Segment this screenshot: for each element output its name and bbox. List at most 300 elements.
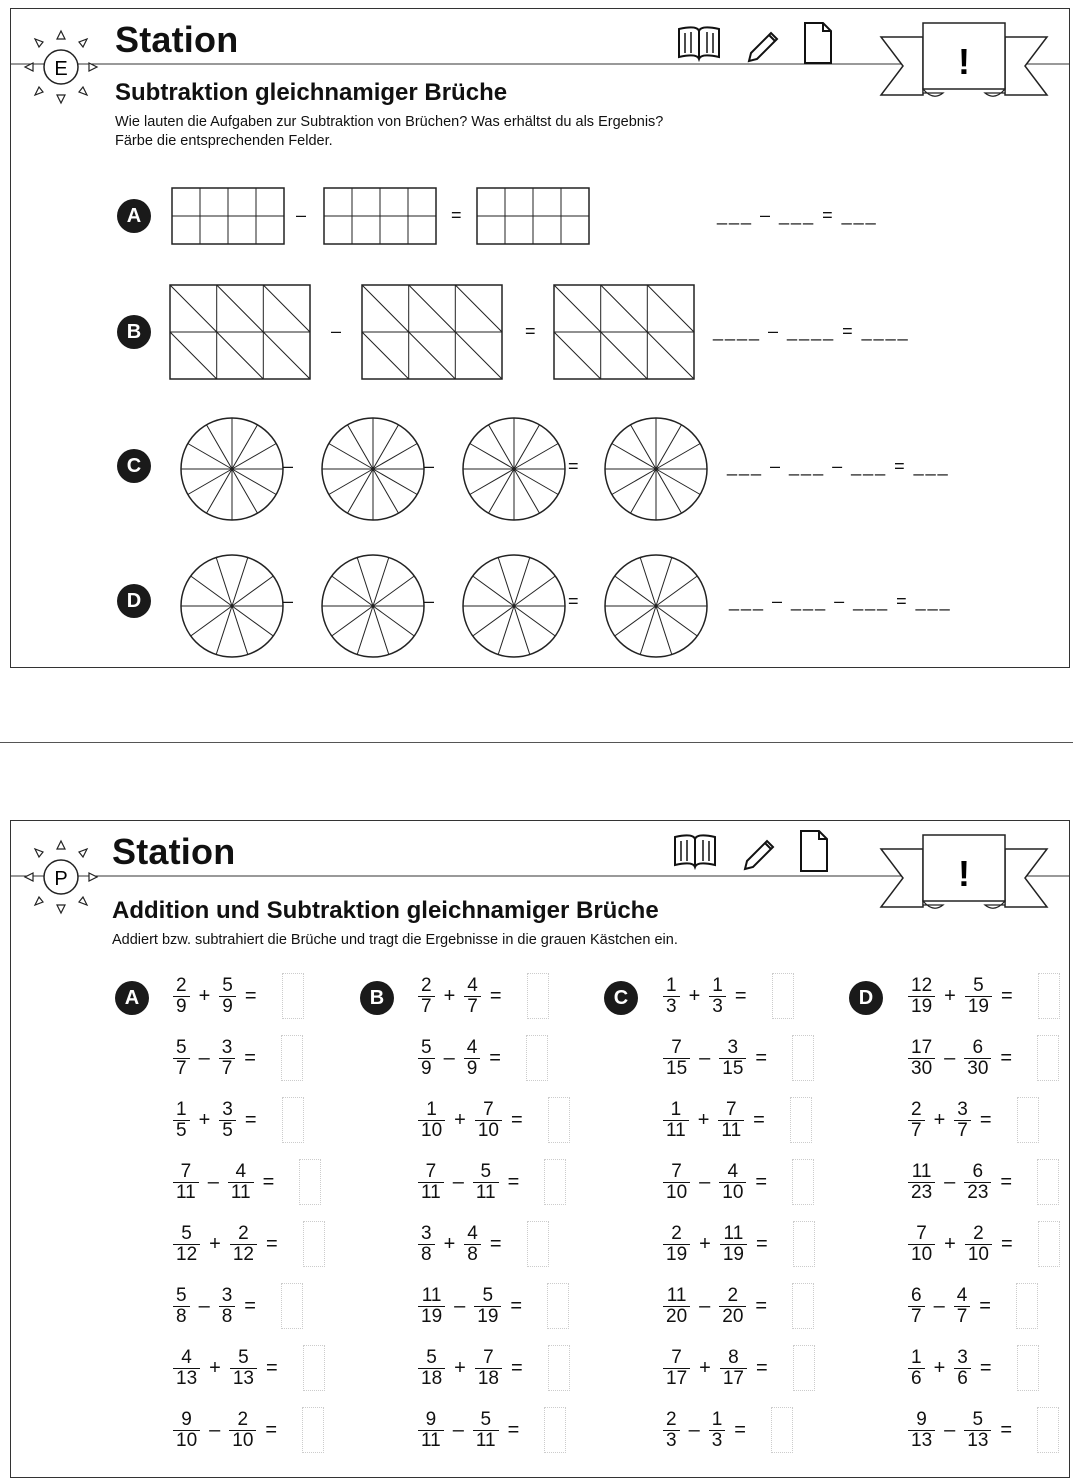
operator: + [209, 1356, 221, 1379]
page-icon [805, 23, 831, 63]
station-subtitle: Addition und Subtraktion gleichnamiger Brüche [112, 897, 659, 924]
denominator: 10 [908, 1244, 935, 1265]
numerator: 7 [671, 1036, 682, 1058]
exercise-row [416, 1283, 569, 1329]
denominator: 11 [418, 1430, 444, 1451]
denominator: 15 [663, 1058, 690, 1079]
denominator: 11 [473, 1182, 499, 1203]
fraction [908, 1348, 925, 1389]
fraction [475, 1100, 502, 1141]
equals-sign: = [489, 1046, 501, 1069]
exercise-row [661, 1221, 815, 1267]
answer-box[interactable] [547, 1283, 569, 1329]
fraction [418, 1162, 444, 1203]
equals-sign: = [753, 1108, 765, 1131]
exercise-row [661, 1159, 814, 1205]
numerator: 9 [181, 1408, 192, 1430]
instruction-line-2: Färbe die entsprechenden Felder. [115, 133, 333, 149]
answer-box[interactable] [1037, 1407, 1059, 1453]
denominator: 18 [475, 1368, 502, 1389]
equals-sign: = [265, 1356, 278, 1379]
fraction [173, 1224, 200, 1265]
operator: – [699, 1170, 711, 1193]
denominator: 13 [908, 1430, 935, 1451]
numerator: 3 [957, 1346, 968, 1368]
operator: – [944, 1170, 956, 1193]
denominator: 7 [954, 1120, 971, 1141]
numerator: 1 [666, 974, 677, 996]
fraction [908, 1410, 935, 1451]
exercise-row [906, 1283, 1038, 1329]
denominator: 11 [418, 1182, 444, 1203]
task-b-figures [169, 284, 709, 382]
answer-box[interactable] [792, 1283, 814, 1329]
book-icon [679, 27, 719, 59]
numerator: 9 [425, 1408, 437, 1430]
fraction [418, 976, 435, 1017]
instruction: Addiert bzw. subtrahiert die Brüche und tragt die Ergebnisse in die grauen Kästchen ein. [112, 932, 678, 948]
exercise-row [661, 1345, 815, 1391]
equals-sign: = [1000, 1170, 1013, 1193]
fraction-circle[interactable] [181, 555, 283, 657]
denominator: 3 [663, 996, 680, 1017]
station-title: Station [115, 19, 239, 60]
exercise-row [906, 1159, 1059, 1205]
fraction [418, 1410, 444, 1451]
operator: – [198, 1294, 210, 1317]
pencil-icon [749, 33, 777, 61]
answer-box[interactable] [299, 1159, 321, 1205]
denominator: 9 [219, 996, 236, 1017]
fraction [473, 1162, 499, 1203]
answer-line-a[interactable]: ___ – ___ = ___ [717, 205, 878, 225]
exercise-row [171, 1221, 325, 1267]
fraction [219, 976, 236, 1017]
operator: – [452, 1170, 464, 1193]
operator: – [688, 1418, 700, 1441]
book-icon [675, 835, 715, 867]
numerator: 7 [671, 1160, 682, 1182]
minus-sign: – [296, 205, 309, 225]
equals-sign: = [979, 1294, 991, 1317]
equals-sign: = [510, 1108, 523, 1131]
denominator: 19 [908, 996, 935, 1017]
numerator: 3 [222, 1098, 233, 1120]
fraction [418, 1100, 445, 1141]
operator: + [944, 984, 956, 1007]
answer-box[interactable] [792, 1035, 814, 1081]
numerator: 6 [972, 1036, 984, 1058]
fraction [418, 1286, 445, 1327]
numerator: 5 [973, 974, 984, 996]
denominator: 3 [663, 1430, 680, 1451]
numerator: 11 [911, 1160, 932, 1182]
equals-sign: = [489, 1232, 502, 1255]
column-label-c: C [604, 981, 638, 1015]
numerator: 2 [727, 1284, 739, 1306]
equals-sign: = [568, 591, 581, 611]
task-label-d: D [117, 584, 151, 618]
answer-box[interactable] [526, 1035, 548, 1081]
equals-sign: = [244, 1108, 257, 1131]
fraction [464, 1038, 481, 1079]
numerator: 5 [972, 1408, 984, 1430]
numerator: 5 [222, 974, 233, 996]
operator: – [198, 1046, 210, 1069]
denominator: 3 [709, 1430, 726, 1451]
equals-sign: = [755, 1046, 768, 1069]
numerator: 7 [180, 1160, 192, 1182]
answer-box[interactable] [303, 1221, 325, 1267]
equals-sign: = [525, 321, 538, 341]
answer-box[interactable] [1038, 973, 1060, 1019]
numerator: 6 [911, 1284, 922, 1306]
fraction [964, 1038, 991, 1079]
exercise-row [906, 1345, 1039, 1391]
answer-box[interactable] [527, 1221, 549, 1267]
answer-box[interactable] [527, 973, 549, 1019]
exercise-row [416, 1097, 570, 1143]
equals-sign: = [755, 1232, 768, 1255]
fraction [663, 1348, 690, 1389]
numerator: 7 [483, 1098, 494, 1120]
exercise-row [661, 1097, 812, 1143]
denominator: 10 [173, 1430, 200, 1451]
exercise-row [661, 973, 794, 1019]
operator: + [209, 1232, 221, 1255]
answer-box[interactable] [281, 1283, 303, 1329]
answer-box[interactable] [1017, 1097, 1039, 1143]
denominator: 8 [418, 1244, 435, 1265]
fraction [230, 1348, 257, 1389]
answer-box[interactable] [1038, 1221, 1060, 1267]
denominator: 10 [663, 1182, 690, 1203]
task-d-figures [169, 552, 709, 660]
equals-sign: = [510, 1294, 523, 1317]
fraction-circle[interactable] [322, 555, 424, 657]
station-e-card [10, 8, 1070, 668]
numerator: 7 [671, 1346, 682, 1368]
denominator: 9 [418, 1058, 435, 1079]
numerator: 1 [670, 1098, 682, 1120]
numerator: 17 [911, 1036, 933, 1058]
numerator: 5 [480, 1160, 492, 1182]
answer-box[interactable] [1016, 1283, 1038, 1329]
equals-sign: = [734, 1418, 746, 1441]
numerator: 5 [482, 1284, 494, 1306]
numerator: 5 [421, 1036, 432, 1058]
exercise-row [906, 1221, 1060, 1267]
fraction [418, 1348, 445, 1389]
exercise-row [416, 1407, 566, 1453]
fraction [718, 1100, 744, 1141]
exercise-row [906, 973, 1060, 1019]
answer-box[interactable] [282, 1097, 304, 1143]
denominator: 19 [720, 1244, 747, 1265]
answer-box[interactable] [1017, 1345, 1039, 1391]
denominator: 7 [173, 1058, 190, 1079]
fraction [229, 1410, 256, 1451]
operator: + [454, 1356, 466, 1379]
minus-sign: – [424, 591, 437, 611]
denominator: 19 [663, 1244, 690, 1265]
operator: – [207, 1170, 219, 1193]
answer-box[interactable] [772, 973, 794, 1019]
fraction-grid[interactable] [172, 188, 284, 244]
operator: + [688, 984, 701, 1007]
operator: + [944, 1232, 956, 1255]
answer-line-b[interactable]: ____ – ____ = ____ [713, 321, 910, 341]
denominator: 11 [473, 1430, 499, 1451]
fraction [965, 1224, 992, 1265]
answer-box[interactable] [1037, 1035, 1059, 1081]
equals-sign: = [244, 1046, 256, 1069]
fraction [474, 1286, 501, 1327]
exercise-row [171, 1159, 321, 1205]
answer-box[interactable] [548, 1097, 570, 1143]
fraction [228, 1162, 254, 1203]
numerator: 2 [237, 1408, 249, 1430]
numerator: 7 [425, 1160, 437, 1182]
numerator: 2 [911, 1098, 922, 1120]
numerator: 9 [916, 1408, 927, 1430]
answer-box[interactable] [544, 1407, 566, 1453]
denominator: 23 [964, 1182, 991, 1203]
exercise-row [416, 1221, 549, 1267]
denominator: 15 [719, 1058, 746, 1079]
denominator: 7 [954, 1306, 971, 1327]
fraction [219, 1038, 236, 1079]
fraction-circle[interactable] [605, 555, 707, 657]
numerator: 4 [467, 974, 478, 996]
numerator: 11 [421, 1284, 442, 1306]
exercise-row [171, 1407, 324, 1453]
exercise-row [171, 973, 304, 1019]
equals-sign: = [244, 1294, 256, 1317]
operator: + [198, 984, 211, 1007]
equals-sign: = [507, 1418, 520, 1441]
numerator: 2 [973, 1222, 984, 1244]
fraction [663, 1286, 690, 1327]
operator: – [699, 1294, 711, 1317]
denominator: 7 [908, 1306, 925, 1327]
answer-box[interactable] [793, 1221, 815, 1267]
denominator: 19 [418, 1306, 445, 1327]
fraction-circle[interactable] [322, 418, 424, 520]
fraction-circle[interactable] [463, 555, 565, 657]
numerator: 7 [916, 1222, 927, 1244]
equals-sign: = [244, 984, 257, 1007]
fraction [720, 1224, 747, 1265]
operator: – [209, 1418, 221, 1441]
numerator: 5 [176, 1284, 187, 1306]
equals-sign: = [451, 205, 464, 225]
minus-sign: – [283, 591, 296, 611]
denominator: 8 [173, 1306, 190, 1327]
column-label-a: A [115, 981, 149, 1015]
answer-line-c[interactable]: ___ – ___ – ___ = ___ [727, 456, 950, 476]
exercise-row [661, 1035, 814, 1081]
fraction [719, 1162, 746, 1203]
answer-box[interactable] [792, 1159, 814, 1205]
equals-sign: = [510, 1356, 523, 1379]
fraction-circle[interactable] [181, 418, 283, 520]
answer-box[interactable] [281, 1035, 303, 1081]
equals-sign: = [489, 984, 502, 1007]
fraction [475, 1348, 502, 1389]
operator: + [933, 1356, 946, 1379]
fraction [418, 1038, 435, 1079]
numerator: 3 [421, 1222, 432, 1244]
exercise-row [416, 973, 549, 1019]
operator: – [443, 1046, 455, 1069]
denominator: 6 [954, 1368, 971, 1389]
banner-mark: ! [958, 41, 970, 82]
answer-box[interactable] [282, 973, 304, 1019]
column-label-b: B [360, 981, 394, 1015]
fraction-grid[interactable] [477, 188, 589, 244]
fraction [954, 1100, 971, 1141]
pencil-icon [745, 841, 773, 869]
answer-box[interactable] [548, 1345, 570, 1391]
numerator: 7 [483, 1346, 494, 1368]
answer-box[interactable] [302, 1407, 324, 1453]
fraction [173, 1038, 190, 1079]
denominator: 10 [965, 1244, 992, 1265]
numerator: 2 [666, 1408, 677, 1430]
fraction [965, 976, 992, 1017]
fraction [464, 1224, 481, 1265]
fraction [964, 1162, 991, 1203]
denominator: 30 [964, 1058, 991, 1079]
task-c-figures [169, 415, 709, 523]
numerator: 2 [421, 974, 432, 996]
task-label-c: C [117, 449, 151, 483]
equals-sign: = [265, 1418, 278, 1441]
column-label-d: D [849, 981, 883, 1015]
fraction [173, 1410, 200, 1451]
fraction [954, 1348, 971, 1389]
minus-sign: – [331, 321, 344, 341]
answer-box[interactable] [793, 1345, 815, 1391]
exercise-row [416, 1035, 548, 1081]
numerator: 4 [181, 1346, 192, 1368]
numerator: 1 [911, 1346, 922, 1368]
fraction [908, 1038, 935, 1079]
fraction [173, 1100, 190, 1141]
numerator: 2 [176, 974, 187, 996]
numerator: 3 [727, 1036, 739, 1058]
fraction [964, 1410, 991, 1451]
fraction-grid[interactable] [554, 285, 694, 379]
operator: + [697, 1108, 710, 1131]
denominator: 9 [173, 996, 190, 1017]
fraction [663, 976, 680, 1017]
denominator: 7 [418, 996, 435, 1017]
station-subtitle: Subtraktion gleichnamiger Brüche [115, 79, 508, 106]
operator: – [944, 1418, 956, 1441]
numerator: 11 [723, 1222, 744, 1244]
denominator: 13 [173, 1368, 200, 1389]
numerator: 1 [176, 1098, 187, 1120]
answer-box[interactable] [303, 1345, 325, 1391]
answer-box[interactable] [790, 1097, 812, 1143]
fraction [219, 1286, 236, 1327]
instruction-line-1: Wie lauten die Aufgaben zur Subtraktion von Brüchen? Was erhältst du als Ergebnis? [115, 114, 664, 130]
answer-box[interactable] [771, 1407, 793, 1453]
operator: – [454, 1294, 466, 1317]
denominator: 7 [219, 1058, 236, 1079]
denominator: 13 [964, 1430, 991, 1451]
denominator: 30 [908, 1058, 935, 1079]
denominator: 3 [709, 996, 726, 1017]
numerator: 5 [426, 1346, 437, 1368]
fraction [719, 1038, 746, 1079]
numerator: 4 [466, 1036, 478, 1058]
denominator: 10 [229, 1430, 256, 1451]
answer-box[interactable] [544, 1159, 566, 1205]
operator: + [699, 1356, 711, 1379]
numerator: 1 [712, 974, 723, 996]
numerator: 5 [176, 1036, 187, 1058]
fraction-circle[interactable] [605, 418, 707, 520]
fraction [173, 1162, 199, 1203]
numerator: 3 [221, 1036, 233, 1058]
numerator: 8 [728, 1346, 739, 1368]
fraction-grid[interactable] [362, 285, 502, 379]
fraction [173, 1348, 200, 1389]
fraction [173, 1286, 190, 1327]
equals-sign: = [1000, 1046, 1013, 1069]
exercise-row [416, 1159, 566, 1205]
numerator: 5 [181, 1222, 192, 1244]
denominator: 23 [908, 1182, 935, 1203]
numerator: 4 [727, 1160, 739, 1182]
fraction-grid[interactable] [170, 285, 310, 379]
task-a-figures [171, 187, 591, 247]
fraction [908, 1286, 925, 1327]
denominator: 11 [718, 1120, 744, 1141]
equals-sign: = [568, 456, 581, 476]
fraction [908, 976, 935, 1017]
operator: + [699, 1232, 711, 1255]
fraction [173, 976, 190, 1017]
answer-box[interactable] [1037, 1159, 1059, 1205]
numerator: 11 [666, 1284, 687, 1306]
fraction [473, 1410, 499, 1451]
fraction [663, 1410, 680, 1451]
denominator: 10 [418, 1120, 445, 1141]
task-label-a: A [117, 199, 151, 233]
denominator: 20 [719, 1306, 746, 1327]
equals-sign: = [262, 1170, 275, 1193]
operator: – [699, 1046, 711, 1069]
equals-sign: = [1000, 1232, 1013, 1255]
fraction [908, 1100, 925, 1141]
operator: – [944, 1046, 956, 1069]
numerator: 7 [726, 1098, 737, 1120]
denominator: 18 [418, 1368, 445, 1389]
answer-line-d[interactable]: ___ – ___ – ___ = ___ [729, 591, 952, 611]
fraction [230, 1224, 257, 1265]
fraction-grid[interactable] [324, 188, 436, 244]
task-label-b: B [117, 315, 151, 349]
numerator: 4 [235, 1160, 247, 1182]
operator: – [452, 1418, 464, 1441]
fraction-circle[interactable] [463, 418, 565, 520]
fraction [709, 1410, 726, 1451]
operator: + [443, 984, 456, 1007]
